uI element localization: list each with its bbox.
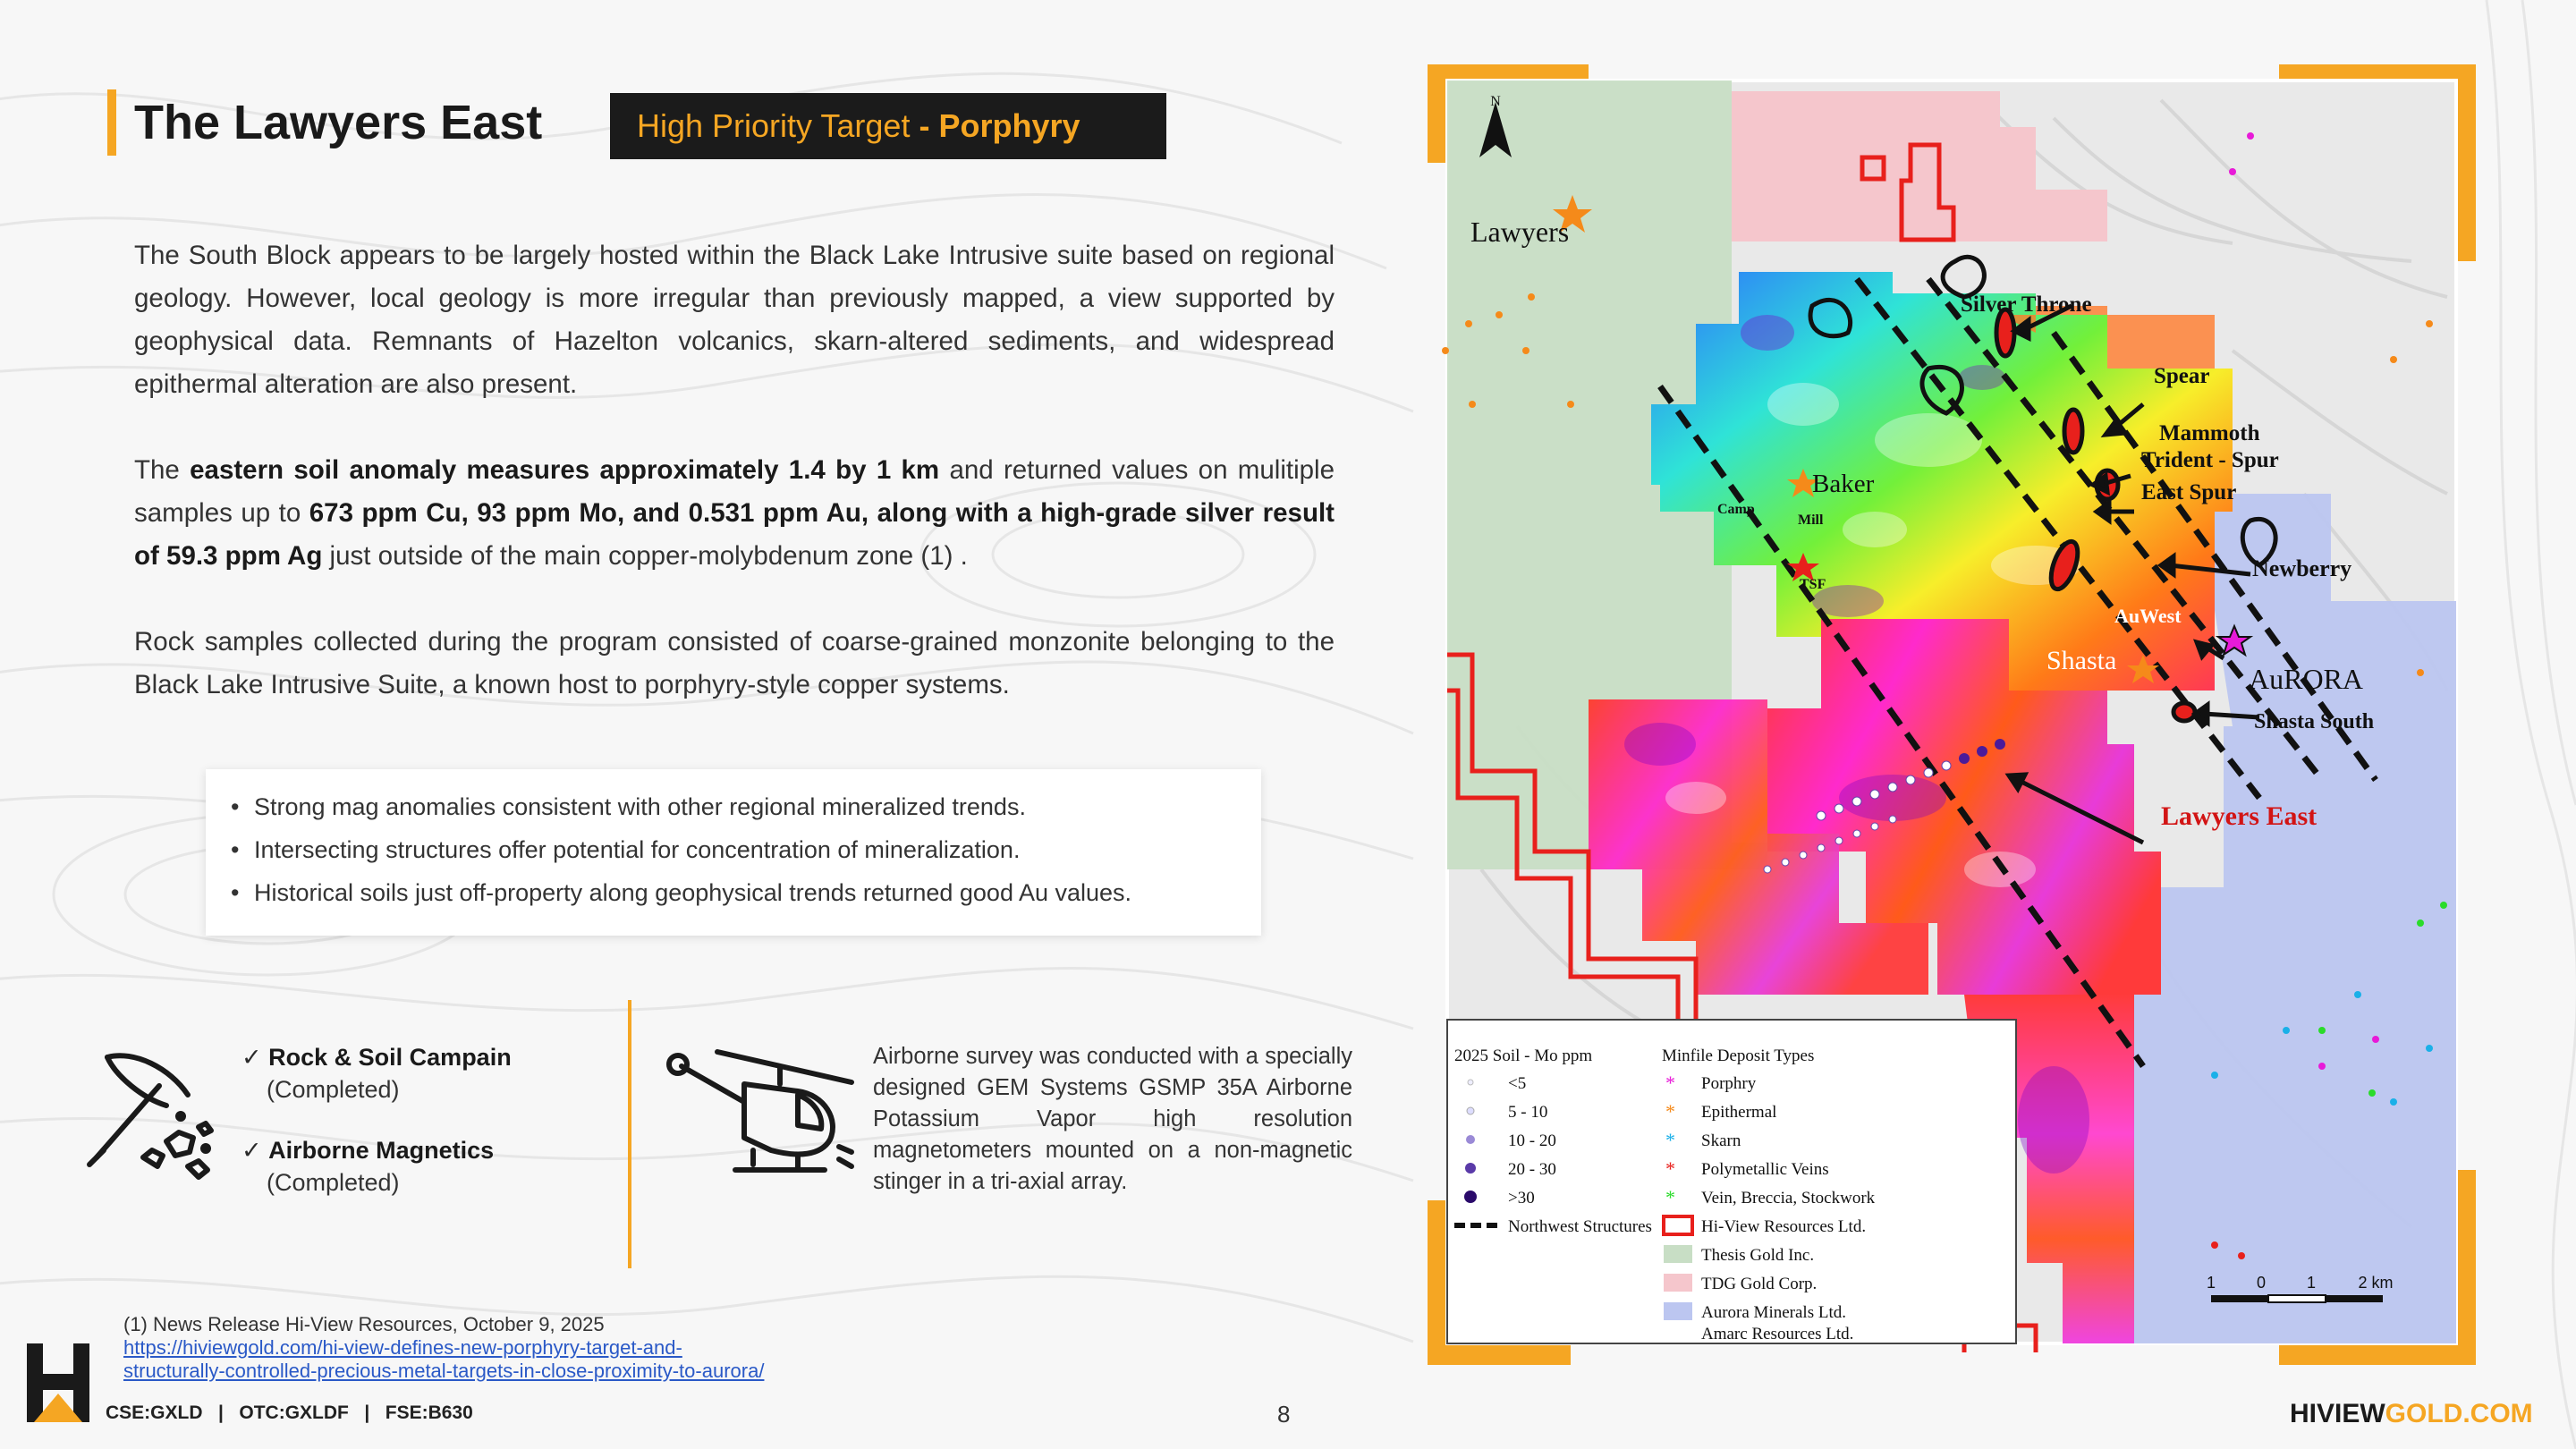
label-shasta: Shasta xyxy=(2046,646,2117,675)
priority-tag-prefix: High Priority Target xyxy=(637,107,911,144)
map-legend xyxy=(1447,1020,2016,1343)
scale-tick: 1 xyxy=(2306,1274,2317,1292)
scale-tick: 2 km xyxy=(2358,1274,2394,1292)
label-east-spur: East Spur xyxy=(2141,480,2237,504)
legend-claim-aurora: Aurora Minerals Ltd. xyxy=(1701,1303,1846,1322)
paragraph-geology: The South Block appears to be largely hosted within the Black Lake Intrusive suite based on regional geology. However, local geology is more irregular than previously mapped, a view supported by geophysical data. Remnants of Hazelton volcanics, skarn-altered sediments, and widespread epithermal alteration are also present. xyxy=(134,241,1335,399)
website-url xyxy=(2290,1399,2533,1429)
section-divider xyxy=(628,1000,631,1268)
scale-tick: 1 xyxy=(2206,1274,2216,1292)
priority-tag xyxy=(610,93,1166,159)
check-icon: ✓ xyxy=(242,1044,262,1071)
label-aurora: AuRORA xyxy=(2249,663,2364,695)
label-lawyers: Lawyers xyxy=(1470,216,1570,248)
label-mill: Mill xyxy=(1798,513,1824,528)
legend-soil-title: 2025 Soil - Mo ppm xyxy=(1454,1046,1593,1065)
bullet-item: • Historical soils just off-property along geophysical trends returned good Au values. xyxy=(231,871,1236,914)
legend-minfile-polymetallic: Polymetallic Veins xyxy=(1701,1160,1829,1179)
pickaxe-rocks-icon xyxy=(80,1041,224,1184)
legend-claim-amarc: Amarc Resources Ltd. xyxy=(1701,1325,1854,1343)
paragraph-soil-anomaly xyxy=(134,449,1335,578)
label-spear: Spear xyxy=(2154,364,2210,388)
label-newberry: Newberry xyxy=(2252,555,2352,581)
legend-soil-class: 5 - 10 xyxy=(1508,1103,1548,1122)
hiview-logo xyxy=(25,1342,91,1424)
legend-minfile-epithermal: Epithermal xyxy=(1701,1103,1777,1122)
airborne-survey-text: Airborne survey was conducted with a specially designed GEM Systems GSMP 35A Airborne Potassium Vapor high resolution magnetometers mounted on a non-magnetic stinger in a tri-axial array. xyxy=(873,1044,1352,1194)
footnote-link-continued[interactable]: structurally-controlled-precious-metal-targets-in-close-proximity-to-aurora/ xyxy=(123,1360,765,1382)
soil-text-a: The xyxy=(134,455,191,485)
label-shasta-south: Shasta South xyxy=(2254,710,2375,733)
page-number: 8 xyxy=(1277,1401,1291,1428)
soil-text-d: 673 ppm Cu, 93 ppm Mo, and 0.531 ppm Au, along with a high-grade silver result of 59.3 ppm Ag xyxy=(134,498,1335,571)
label-tsf: TSF xyxy=(1800,577,1826,592)
scale-tick: 0 xyxy=(2256,1274,2267,1292)
title-accent-bar xyxy=(107,89,116,156)
legend-claim-thesis: Thesis Gold Inc. xyxy=(1701,1246,1815,1265)
campaign-status: (Completed) xyxy=(267,1169,400,1196)
legend-claim-tdg: TDG Gold Corp. xyxy=(1701,1275,1818,1293)
svg-text:*: * xyxy=(1665,1129,1675,1151)
stock-tickers: CSE:GXLD | OTC:GXLDF | FSE:B630 xyxy=(106,1402,473,1423)
label-baker: Baker xyxy=(1812,470,1875,498)
page-title: The Lawyers East xyxy=(134,96,543,149)
property-map xyxy=(1428,64,2476,1365)
footnote xyxy=(123,1313,764,1383)
legend-minfile-porphyry: Porphry xyxy=(1701,1074,1757,1093)
label-camp: Camp xyxy=(1717,502,1755,517)
label-lawyers-east: Lawyers East xyxy=(2161,801,2318,831)
footnote-text: (1) News Release Hi-View Resources, October 9, 2025 xyxy=(123,1313,605,1335)
website-part1: HIVIEW xyxy=(2290,1399,2385,1428)
footnote-link[interactable]: https://hiviewgold.com/hi-view-defines-new-porphyry-target-and- xyxy=(123,1336,682,1359)
svg-text:*: * xyxy=(1665,1072,1675,1094)
legend-soil-class: 20 - 30 xyxy=(1508,1160,1556,1179)
svg-text:*: * xyxy=(1665,1157,1675,1180)
label-trident-spur: Trident - Spur xyxy=(2141,448,2279,472)
label-silver-throne: Silver Throne xyxy=(1961,292,2092,317)
svg-text:*: * xyxy=(1665,1100,1675,1123)
campaign-airborne-magnetics xyxy=(242,1134,494,1199)
legend-minfile-skarn: Skarn xyxy=(1701,1131,1741,1150)
legend-minfile-vein: Vein, Breccia, Stockwork xyxy=(1701,1189,1876,1208)
soil-text-e: just outside of the main copper-molybdenum zone (1) . xyxy=(322,541,968,571)
campaign-status: (Completed) xyxy=(267,1076,400,1103)
legend-soil-class: 10 - 20 xyxy=(1508,1131,1556,1150)
legend-soil-class: <5 xyxy=(1508,1074,1527,1093)
campaign-title: Airborne Magnetics xyxy=(268,1137,495,1164)
label-auwest: AuWest xyxy=(2114,605,2182,627)
north-label: N xyxy=(1490,94,1501,109)
campaign-rock-soil xyxy=(242,1041,512,1106)
legend-claim-hiview: Hi-View Resources Ltd. xyxy=(1701,1217,1867,1236)
paragraph-rock-samples: Rock samples collected during the program consisted of coarse-grained monzonite belonging to the Black Lake Intrusive Suite, a known host to porphyry-style copper systems. xyxy=(134,627,1335,699)
helicopter-icon xyxy=(664,1039,857,1182)
highlights-box xyxy=(206,769,1261,936)
soil-text-b: eastern soil anomaly measures approximately 1.4 by 1 km xyxy=(190,455,940,485)
website-part2: GOLD.COM xyxy=(2385,1399,2533,1428)
bullet-item: • Intersecting structures offer potential for concentration of mineralization. xyxy=(231,828,1236,871)
svg-text:*: * xyxy=(1665,1186,1675,1208)
priority-tag-highlight: - Porphyry xyxy=(919,107,1080,144)
legend-soil-class: >30 xyxy=(1508,1189,1535,1208)
check-icon: ✓ xyxy=(242,1137,262,1164)
soil-text-c: and returned values on mulitiple samples up to xyxy=(134,455,1335,528)
legend-structures: Northwest Structures xyxy=(1508,1217,1652,1236)
campaign-title: Rock & Soil Campain xyxy=(268,1044,512,1071)
bullet-item: • Strong mag anomalies consistent with other regional mineralized trends. xyxy=(231,785,1236,828)
label-mammoth: Mammoth xyxy=(2159,421,2260,445)
legend-minfile-title: Minfile Deposit Types xyxy=(1662,1046,1815,1065)
